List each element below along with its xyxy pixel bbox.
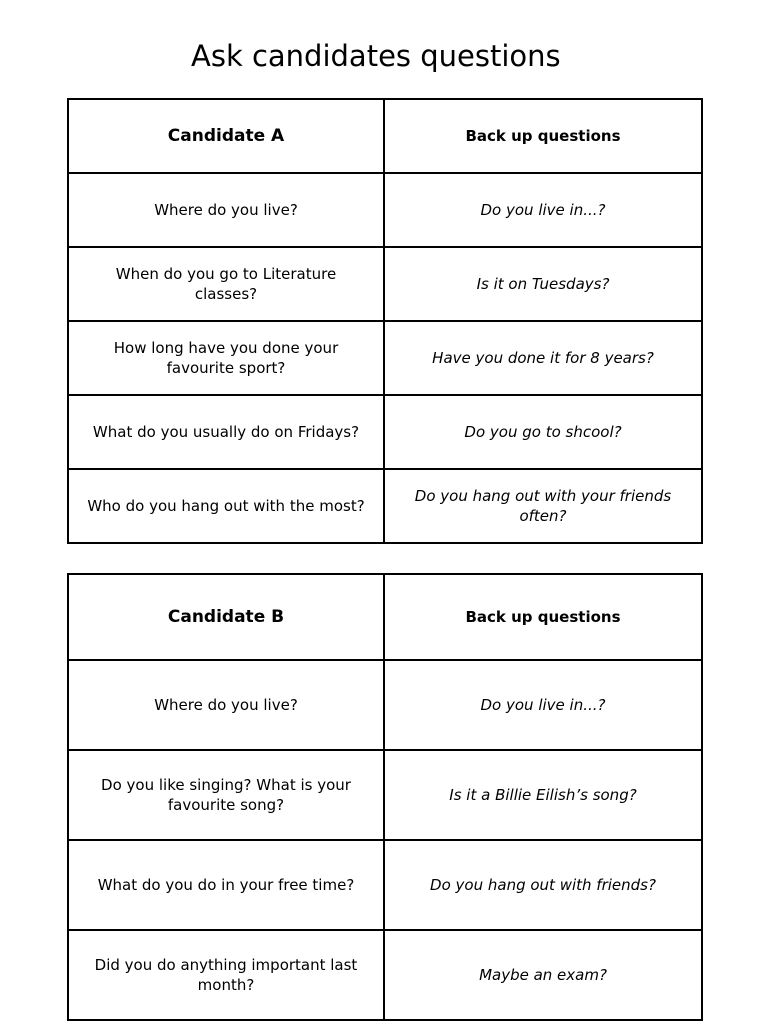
backup-questions-header: Back up questions [384, 99, 702, 173]
table-row [68, 660, 702, 750]
candidate-b-table [67, 573, 703, 1021]
candidate-a-header: Candidate A [68, 99, 384, 173]
page-title: Ask candidates questions [191, 39, 561, 73]
candidate-a-table [67, 98, 703, 544]
question-cell: Who do you hang out with the most? [68, 469, 384, 543]
table-row [68, 247, 702, 321]
backup-cell: Is it a Billie Eilish’s song? [384, 750, 702, 840]
table-row [68, 930, 702, 1020]
question-cell: Did you do anything important last month? [68, 930, 384, 1020]
question-cell: Do you like singing? What is your favourite song? [68, 750, 384, 840]
candidate-b-header: Candidate B [68, 574, 384, 660]
question-cell: Where do you live? [68, 660, 384, 750]
table-row [68, 321, 702, 395]
question-cell: What do you usually do on Fridays? [68, 395, 384, 469]
backup-cell: Maybe an exam? [384, 930, 702, 1020]
backup-cell: Do you go to shcool? [384, 395, 702, 469]
table-row [68, 469, 702, 543]
table-row [68, 840, 702, 930]
question-cell: What do you do in your free time? [68, 840, 384, 930]
backup-cell: Do you live in...? [384, 173, 702, 247]
backup-cell: Do you hang out with friends? [384, 840, 702, 930]
question-cell: Where do you live? [68, 173, 384, 247]
table-header-row [68, 574, 702, 660]
backup-cell: Do you hang out with your friends often? [384, 469, 702, 543]
backup-cell: Is it on Tuesdays? [384, 247, 702, 321]
table-row [68, 750, 702, 840]
table-header-row [68, 99, 702, 173]
backup-cell: Have you done it for 8 years? [384, 321, 702, 395]
backup-questions-header: Back up questions [384, 574, 702, 660]
question-cell: How long have you done your favourite sport? [68, 321, 384, 395]
backup-cell: Do you live in...? [384, 660, 702, 750]
table-row [68, 395, 702, 469]
question-cell: When do you go to Literature classes? [68, 247, 384, 321]
table-row [68, 173, 702, 247]
